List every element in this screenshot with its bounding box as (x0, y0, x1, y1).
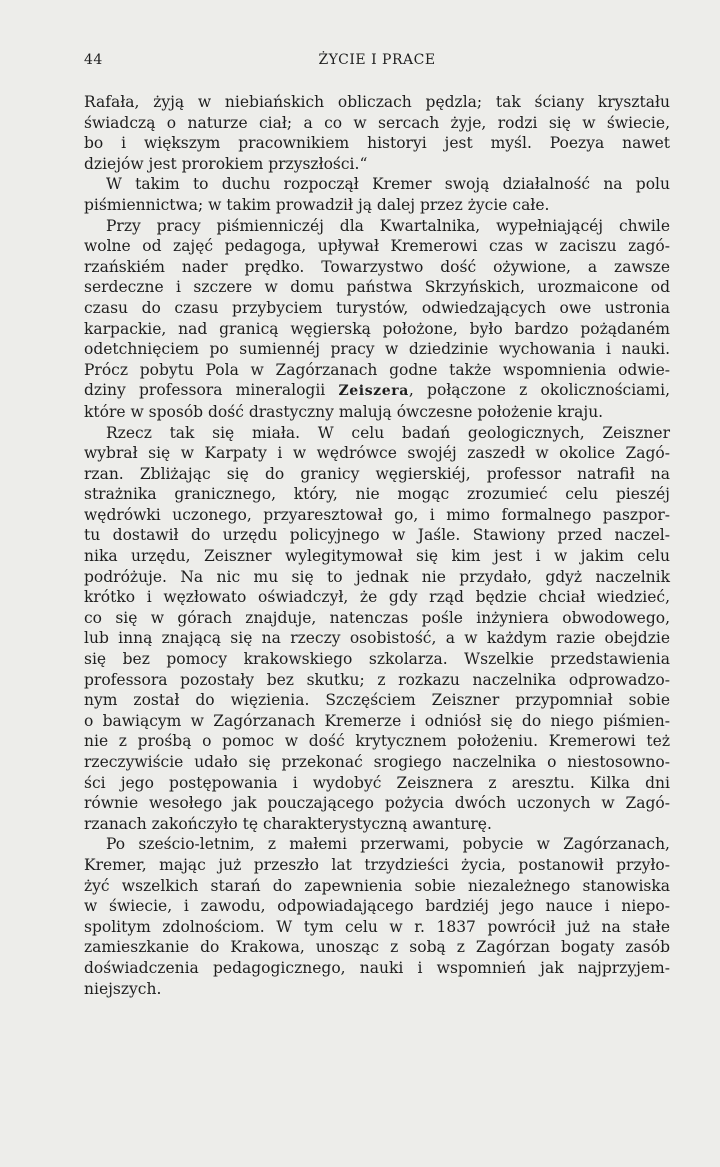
text-line: W takim to duchu rozpoczął Kremer swoją działalność na polu (106, 175, 670, 194)
text-line: żyć wszelkich starań do zapewnienia sobie niezależnego stanowiska (84, 876, 670, 895)
text-line: Przy pracy piśmienniczéj dla Kwartalnika, wypełniającéj chwile (106, 216, 670, 235)
spaced-name: Zeiszera (338, 383, 409, 400)
text-line: Rzecz tak się miała. W celu badań geologicznych, Zeiszner (106, 423, 670, 442)
text-line: odetchnięciem po sumiennéj pracy w dziedzinie wychowania i nauki. (84, 340, 670, 359)
text-line: rzeczywiście udało się przekonać srogiego naczelnika o niestosowno- (84, 753, 670, 771)
running-title: ŻYCIE I PRACE (318, 52, 436, 68)
text-line: czasu do czasu przybyciem turystów, odwiedzających owe ustronia (84, 298, 670, 317)
text-line: Po sześcio-letnim, z małemi przerwami, pobycie w Zagórzanach, (106, 835, 670, 854)
text-line: Rafała, żyją w niebiańskich obliczach pędzla; tak ściany kryształu (84, 93, 670, 111)
text-line: Kremer, mając już przeszło lat trzydzieści życia, postanowił przyło- (84, 855, 670, 874)
paragraph (84, 92, 670, 174)
paragraph (84, 216, 670, 423)
body-text (84, 92, 670, 999)
text-line: doświadczenia pedagogicznego, nauki i wspomnień jak najprzyjem- (84, 958, 670, 977)
text-line: rzan. Zbliżając się do granicy węgierskiéj, professor natrafił na (84, 464, 670, 483)
text-line: nym został do więzienia. Szczęściem Zeiszner przypomniał sobie (84, 691, 670, 710)
text-line: wybrał się w Karpaty i w wędrówce swojéj zaszedł w okolice Zagó- (84, 444, 670, 463)
text-line: o bawiącym w Zagórzanach Kremerze i odniósł się do niego piśmien- (84, 711, 670, 730)
text-line: strażnika granicznego, który, nie mogąc zrozumieć celu pieszéj (84, 485, 670, 504)
text-line: niejszych. (84, 979, 162, 998)
text-line: rzańskiém nader prędko. Towarzystwo dość ożywione, a zawsze (84, 257, 670, 276)
text-line: podróżuje. Na nic mu się to jednak nie przydało, gdyż naczelnik (84, 567, 670, 586)
text-line: które w sposób dość drastyczny malują ówczesne położenie kraju. (84, 402, 604, 421)
text-line: wolne od zajęć pedagoga, upływał Kremerowi czas w zaciszu zagó- (84, 237, 670, 256)
text-line: ści jego postępowania i wydobyć Zeisznera z aresztu. Kilka dni (84, 773, 670, 792)
page-header (84, 52, 670, 72)
text-line: piśmiennictwa; w takim prowadził ją dalej przez życie całe. (84, 195, 550, 214)
text-line: w świecie, i zawodu, odpowiadającego bardziéj jego nauce i niepo- (84, 897, 670, 916)
text-line: spolitym zdolnościom. W tym celu w r. 1837 powrócił już na stałe (84, 917, 670, 936)
text-line: Prócz pobytu Pola w Zagórzanach godne także wspomnienia odwie- (84, 360, 670, 379)
text-line: rzanach zakończyło tę charakterystyczną awanturę. (84, 814, 492, 833)
text-line: dziny professora mineralogii Zeiszera, połączone z okolicznościami, (84, 381, 670, 400)
text-line: się bez pomocy krakowskiego szkolarza. Wszelkie przedstawienia (84, 650, 670, 669)
text-line: karpackie, nad granicą węgierską położone, było bardzo pożądaném (84, 319, 670, 338)
text-line: nie z prośbą o pomoc w dość krytycznem położeniu. Kremerowi też (84, 732, 670, 751)
text-line: professora pozostały bez skutku; z rozkazu naczelnika odprowadzo- (84, 670, 670, 689)
text-line: krótko i węzłowato oświadczył, że gdy rząd będzie chciał wiedzieć, (84, 588, 670, 607)
text-line: świadczą o naturze ciał; a co w sercach żyje, rodzi się w świecie, (84, 113, 670, 132)
text-line: dziejów jest prorokiem przyszłości.“ (84, 154, 368, 173)
text-line: serdeczne i szczere w domu państwa Skrzyńskich, urozmaicone od (84, 278, 670, 297)
paragraph (84, 834, 670, 999)
paragraph (84, 423, 670, 835)
text-line: nika urzędu, Zeiszner wylegitymował się kim jest i w jakim celu (84, 547, 670, 566)
text-line: zamieszkanie do Krakowa, unosząc z sobą z Zagórzan bogaty zasób (84, 938, 670, 957)
text-line: wędrówki uczonego, przyaresztował go, i mimo formalnego paszpor- (84, 505, 670, 524)
paragraph (84, 174, 670, 215)
page-number: 44 (84, 52, 103, 68)
text-line: co się w górach znajduje, natenczas pośle inżyniera obwodowego, (84, 608, 670, 627)
text-line: bo i większym pracownikiem historyi jest myśl. Poezya nawet (84, 134, 670, 153)
text-line: lub inną znającą się na rzeczy osobistość, a w każdym razie obejdzie (84, 629, 670, 648)
text-line: tu dostawił do urzędu policyjnego w Jaśle. Stawiony przed naczel- (84, 526, 670, 545)
text-line: równie wesołego jak pouczającego pożycia dwóch uczonych w Zagó- (84, 794, 670, 813)
